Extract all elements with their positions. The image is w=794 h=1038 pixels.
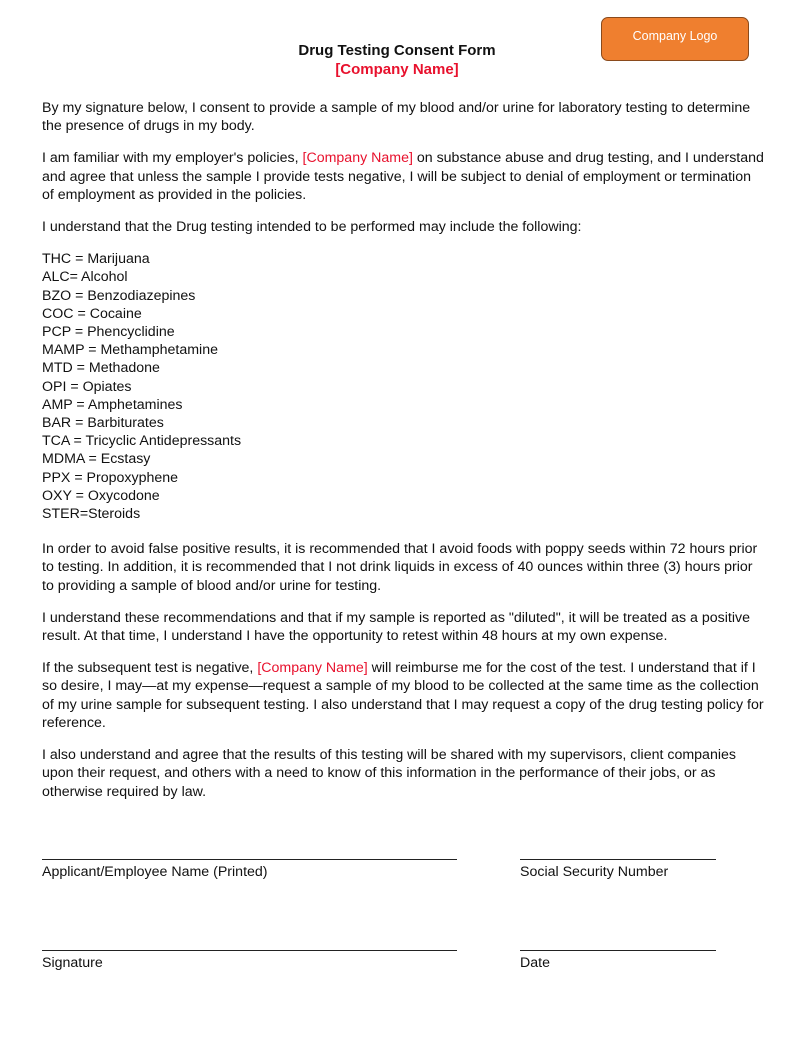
false-positive-paragraph: In order to avoid false positive results, it is recommended that I avoid foods with poppy seeds within 72 hours prior to testing. In addition, it is recommended that I not drink liquids in excess of 40 ounces within three (3) hours prior to providing a sample of blood and/or urine for testing. bbox=[42, 541, 758, 594]
signature-line[interactable] bbox=[42, 950, 457, 951]
date-label: Date bbox=[520, 955, 550, 971]
list-item: OXY = Oxycodone bbox=[42, 487, 160, 504]
list-item: OPI = Opiates bbox=[42, 378, 132, 395]
list-item: ALC= Alcohol bbox=[42, 269, 128, 286]
list-item: BZO = Benzodiazepines bbox=[42, 287, 196, 304]
reimbursement-paragraph bbox=[42, 659, 764, 732]
list-item: PCP = Phencyclidine bbox=[42, 324, 175, 341]
form-body bbox=[42, 99, 764, 815]
date-signature-line[interactable] bbox=[520, 950, 716, 951]
reimbursement-text-end: will reimburse me for the cost of the test. I understand that if I so desire, I may—at my expense—request a sample of my blood to be collected at the same time as the collection of my urine sample for subsequent testing. I also understand that I may request a copy of the drug testing policy for reference. bbox=[42, 660, 764, 731]
company-name-heading: [Company Name] bbox=[335, 61, 459, 78]
results-sharing-paragraph: I also understand and agree that the results of this testing will be shared with my supervisors, client companies upon their request, and others with a need to know of this information in the performance of their jobs, or as otherwise required by law. bbox=[42, 747, 736, 800]
reimbursement-text-start: If the subsequent test is negative, bbox=[42, 660, 258, 677]
list-item: MAMP = Methamphetamine bbox=[42, 342, 218, 359]
company-name-inline: [Company Name] bbox=[257, 660, 368, 677]
drug-list bbox=[42, 250, 764, 523]
list-item: PPX = Propoxyphene bbox=[42, 469, 179, 486]
list-item: MDMA = Ecstasy bbox=[42, 451, 151, 468]
testing-intro-paragraph: I understand that the Drug testing intended to be performed may include the following: bbox=[42, 219, 582, 236]
diluted-paragraph: I understand these recommendations and that if my sample is reported as "diluted", it will be treated as a positive result. At that time, I understand I have the opportunity to retest within 48 hours at my own expense. bbox=[42, 609, 750, 645]
list-item: MTD = Methadone bbox=[42, 360, 160, 377]
ssn-label: Social Security Number bbox=[520, 864, 669, 880]
policy-paragraph bbox=[42, 149, 764, 204]
list-item: AMP = Amphetamines bbox=[42, 396, 183, 413]
company-name-inline: [Company Name] bbox=[302, 150, 413, 167]
form-header bbox=[0, 41, 794, 79]
policy-text-end: on substance abuse and drug testing, and I understand and agree that unless the sample I provide tests negative, I will be subject to denial of employment or termination of employment as provided in the policies. bbox=[42, 150, 764, 203]
policy-text-start: I am familiar with my employer's policies, bbox=[42, 150, 303, 167]
list-item: THC = Marijuana bbox=[42, 251, 150, 268]
signature-label: Signature bbox=[42, 955, 103, 971]
list-item: BAR = Barbiturates bbox=[42, 415, 164, 432]
list-item: TCA = Tricyclic Antidepressants bbox=[42, 433, 242, 450]
name-label: Applicant/Employee Name (Printed) bbox=[42, 864, 268, 880]
form-title: Drug Testing Consent Form bbox=[298, 42, 496, 59]
name-signature-line[interactable] bbox=[42, 859, 457, 860]
consent-paragraph: By my signature below, I consent to provide a sample of my blood and/or urine for laboratory testing to determine the presence of drugs in my body. bbox=[42, 100, 751, 135]
list-item: STER=Steroids bbox=[42, 506, 141, 523]
list-item: COC = Cocaine bbox=[42, 305, 142, 322]
ssn-signature-line[interactable] bbox=[520, 859, 716, 860]
company-logo-label: Company Logo bbox=[632, 29, 718, 43]
